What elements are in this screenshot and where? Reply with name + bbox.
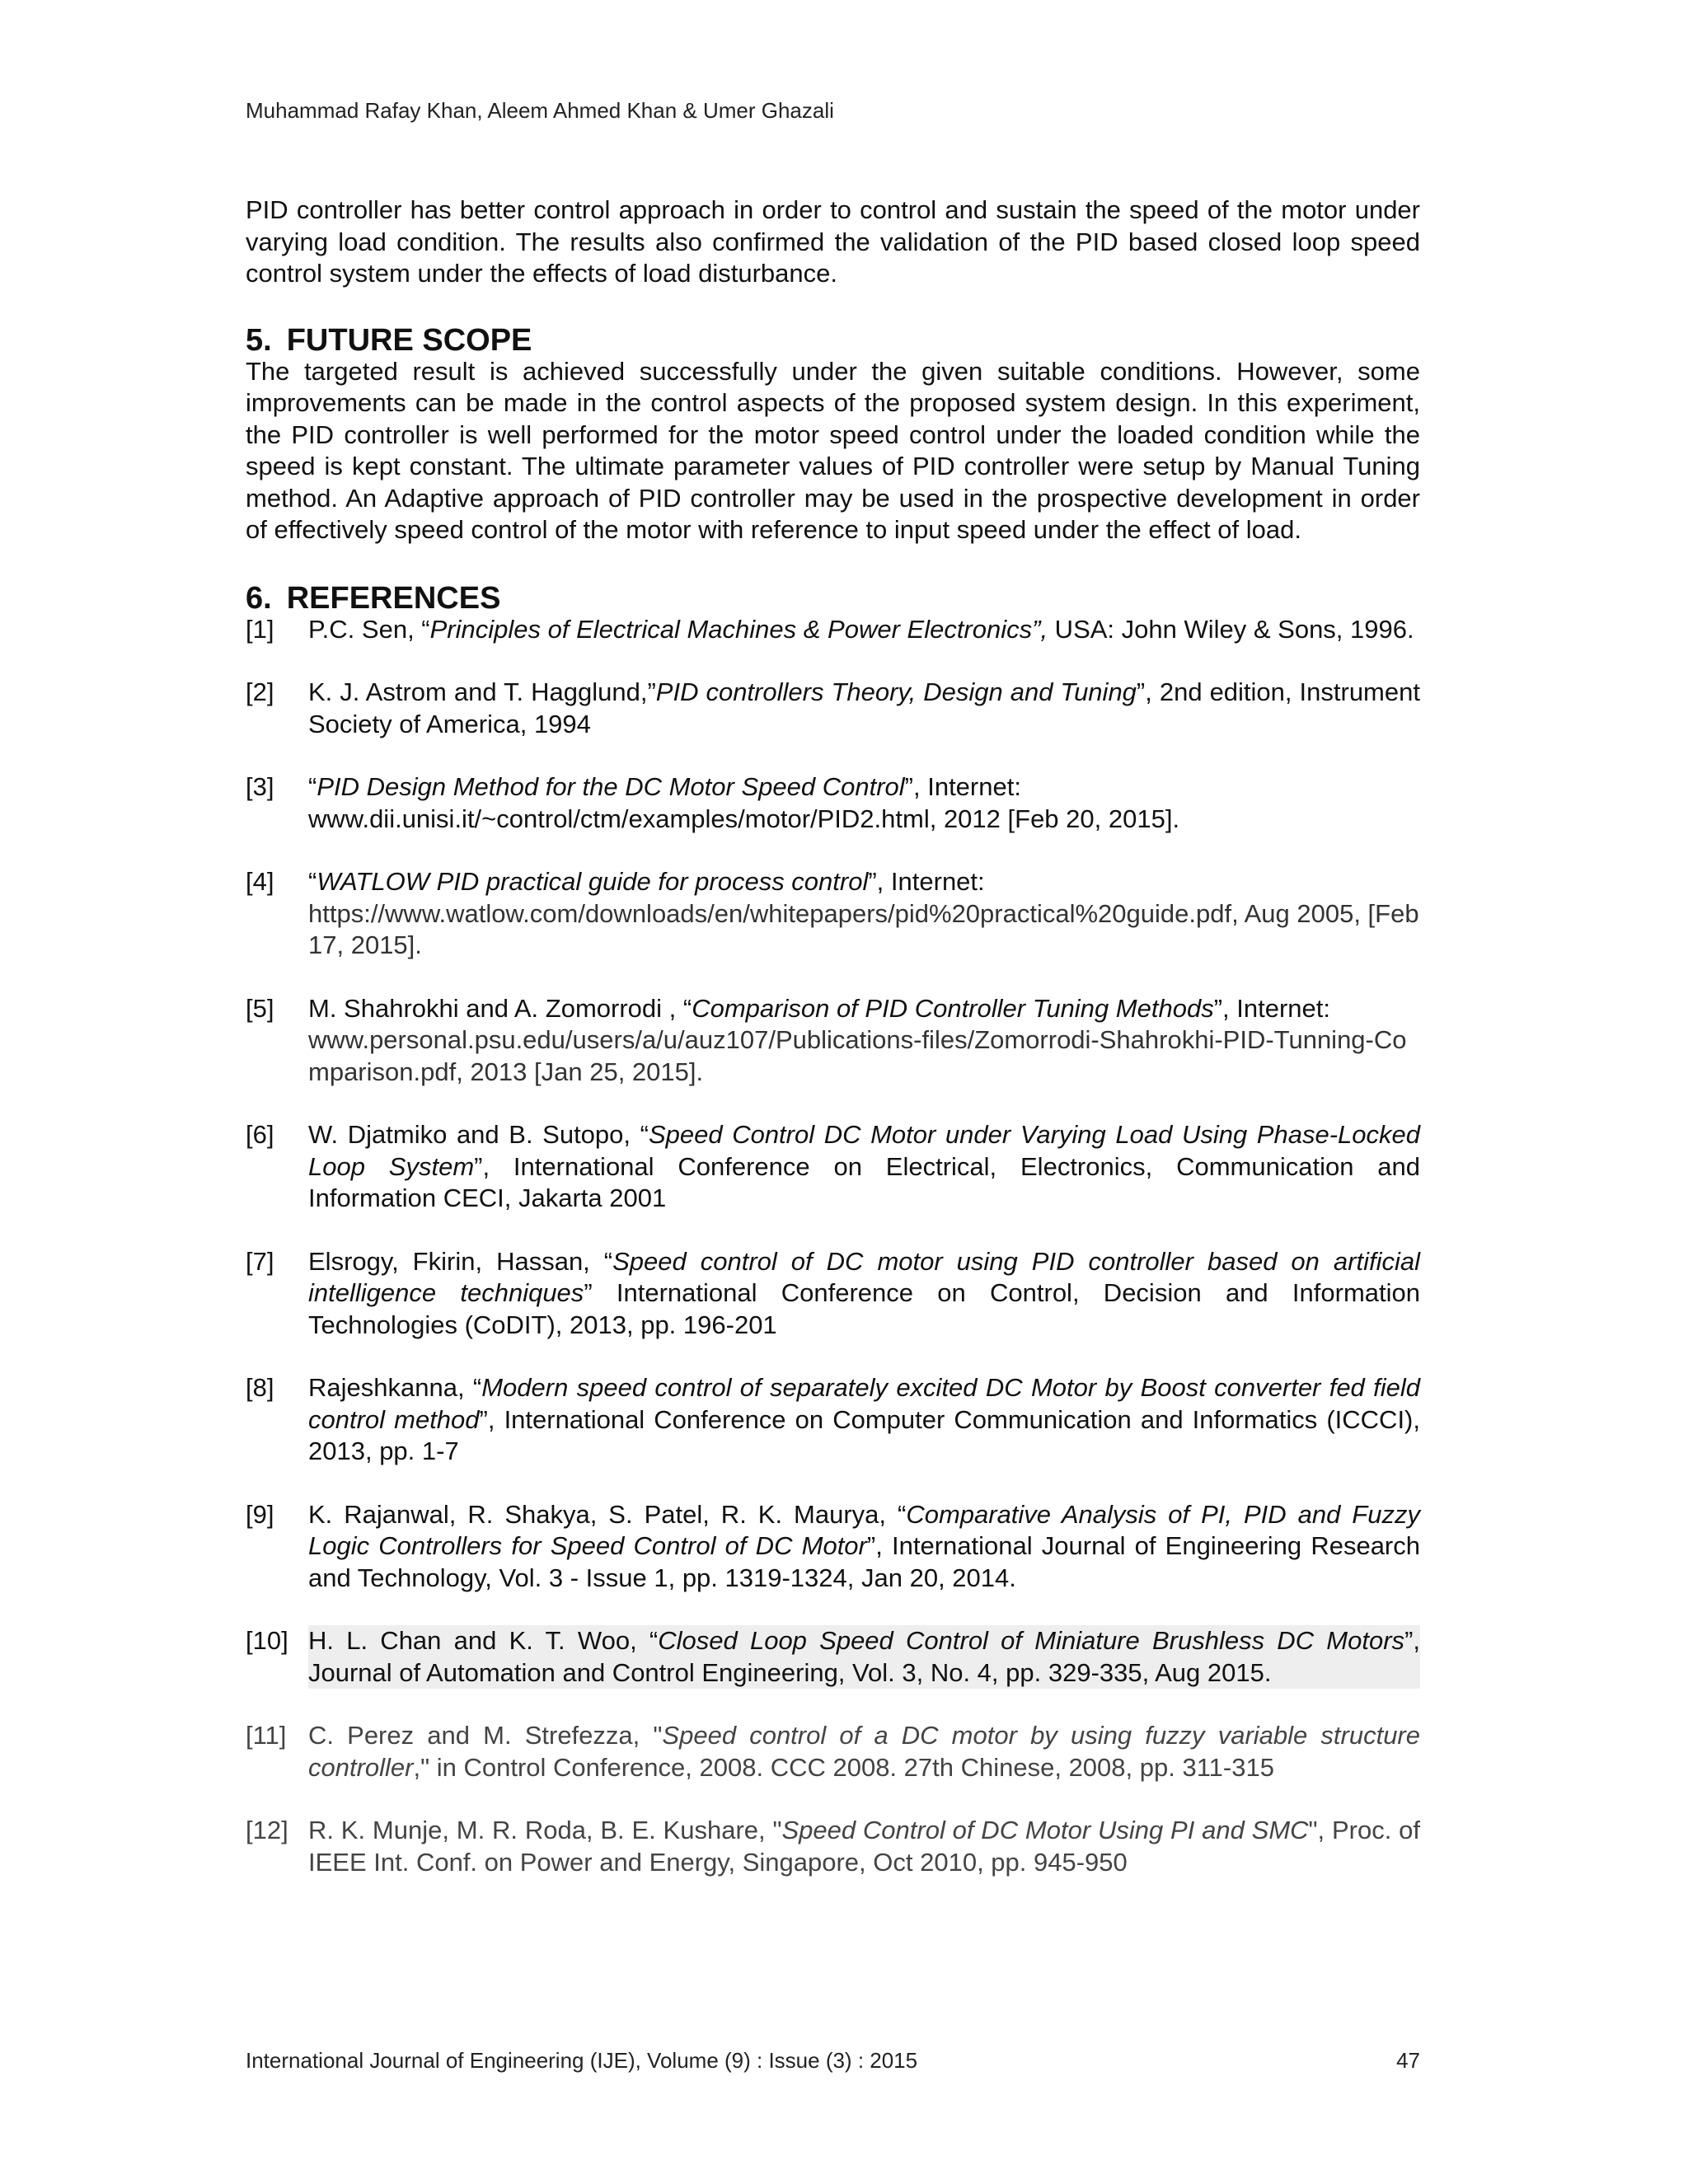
- reference-text: [308, 993, 1420, 1089]
- page-content: [246, 194, 1420, 1910]
- reference-authors: “: [308, 772, 317, 801]
- reference-item-10: [246, 1625, 1420, 1689]
- reference-item-5: [246, 993, 1420, 1089]
- page-number: 47: [1396, 2048, 1420, 2073]
- reference-authors: R. K. Munje, M. R. Roda, B. E. Kushare, ": [308, 1816, 782, 1844]
- reference-details: ”, Internet:: [1213, 993, 1330, 1023]
- reference-item-9: [246, 1499, 1420, 1595]
- reference-details: ”, Internet:: [904, 772, 1021, 801]
- reference-number: [7]: [246, 1246, 274, 1276]
- reference-text: [308, 677, 1420, 740]
- reference-number: [4]: [246, 867, 274, 896]
- running-header-authors: Muhammad Rafay Khan, Aleem Ahmed Khan & Umer Ghazali: [246, 98, 834, 123]
- reference-details: ” International Conference on Control, Decision and Information Technologies (CoDIT), 2013, pp. 196-201: [308, 1278, 1420, 1339]
- reference-item-2: [246, 677, 1420, 740]
- footer-journal: International Journal of Engineering (IJE), Volume (9) : Issue (3) : 2015: [246, 2048, 918, 2073]
- reference-item-1: [246, 614, 1420, 646]
- reference-title: Speed control of a DC motor by using fuzzy variable structure controller: [308, 1721, 1420, 1782]
- reference-text: [308, 866, 1420, 962]
- reference-text: [308, 1119, 1420, 1215]
- reference-title: Principles of Electrical Machines & Power Electronics”,: [429, 614, 1048, 644]
- reference-details: ", Proc. of IEEE Int. Conf. on Power and Energy, Singapore, Oct 2010, pp. 945-950: [308, 1816, 1420, 1877]
- reference-authors: K. J. Astrom and T. Hagglund,”: [308, 677, 656, 706]
- reference-number: [11]: [246, 1721, 287, 1750]
- reference-title: PID Design Method for the DC Motor Speed Control: [316, 772, 905, 801]
- section-title: FUTURE SCOPE: [286, 322, 532, 358]
- reference-item-3: [246, 771, 1420, 835]
- reference-text: [308, 614, 1420, 646]
- reference-details: USA: John Wiley & Sons, 1996.: [1048, 614, 1414, 644]
- reference-number: [5]: [246, 993, 274, 1023]
- reference-url[interactable]: www.dii.unisi.it/~control/ctm/examples/motor/PID2.html, 2012 [Feb 20, 2015].: [308, 804, 1180, 833]
- reference-authors: H. L. Chan and K. T. Woo, “: [308, 1626, 659, 1655]
- section-heading-future-scope: [246, 321, 1420, 359]
- reference-number: [12]: [246, 1816, 288, 1844]
- reference-url[interactable]: https://www.watlow.com/downloads/en/whitepapers/pid%20practical%20guide.pdf, Aug 2005, [Feb 17, 2015].: [308, 898, 1419, 959]
- reference-authors: Rajeshkanna, “: [308, 1373, 482, 1402]
- reference-title: Closed Loop Speed Control of Miniature Brushless DC Motors: [658, 1626, 1405, 1655]
- reference-title: WATLOW PID practical guide for process control: [316, 867, 869, 896]
- reference-authors: C. Perez and M. Strefezza, ": [308, 1721, 663, 1750]
- reference-authors: Elsrogy, Fkirin, Hassan, “: [308, 1246, 613, 1276]
- reference-number: [9]: [246, 1499, 274, 1529]
- reference-text: [308, 1499, 1420, 1595]
- reference-text: [308, 1246, 1420, 1342]
- reference-details: ”, Journal of Automation and Control Engineering, Vol. 3, No. 4, pp. 329-335, Aug 2015.: [308, 1626, 1420, 1687]
- reference-authors: “: [308, 867, 317, 896]
- reference-title: PID controllers Theory, Design and Tuning: [655, 677, 1137, 706]
- reference-text: [308, 1720, 1420, 1783]
- section-number: 5.: [246, 322, 272, 358]
- section-title: REFERENCES: [286, 580, 501, 616]
- reference-text: [308, 1815, 1420, 1878]
- reference-details: ”, 2nd edition, Instrument Society of America, 1994: [308, 677, 1420, 738]
- reference-url[interactable]: www.personal.psu.edu/users/a/u/auz107/Publications-files/Zomorrodi-Shahrokhi-PID-Tunning-Co mparison.pdf, 2013 [Jan 25, 2015].: [308, 1025, 1407, 1086]
- reference-title: Comparative Analysis of PI, PID and Fuzzy Logic Controllers for Speed Control of DC Motor: [308, 1499, 1420, 1560]
- section-number: 6.: [246, 580, 272, 616]
- reference-details: ”, International Conference on Computer Communication and Informatics (ICCCI), 2013, pp. 1-7: [308, 1404, 1420, 1465]
- reference-item-4: [246, 866, 1420, 962]
- reference-details: ”, International Journal of Engineering Research and Technology, Vol. 3 - Issue 1, pp. 1319-1324, Jan 20, 2014.: [308, 1531, 1420, 1592]
- reference-authors: K. Rajanwal, R. Shakya, S. Patel, R. K. Maurya, “: [308, 1499, 907, 1529]
- reference-title: Speed control of DC motor using PID controller based on artificial intelligence techniques: [308, 1246, 1420, 1307]
- section-heading-references: [246, 579, 1420, 617]
- reference-number: [8]: [246, 1373, 274, 1402]
- reference-number: [3]: [246, 772, 274, 801]
- future-scope-paragraph: The targeted result is achieved successfully under the given suitable conditions. However, some improvements can be made in the control aspects of the proposed system design. In this experiment, the PID controller is well performed for the motor speed control under the loaded condition while the speed is kept constant. The ultimate parameter values of PID controller were setup by Manual Tuning method. An Adaptive approach of PID controller may be used in the prospective development in order of effectively speed control of the motor with reference to input speed under the effect of load.: [246, 356, 1420, 544]
- page-footer: [246, 2047, 1420, 2074]
- reference-title: Modern speed control of separately excited DC Motor by Boost converter fed field control method: [308, 1373, 1420, 1434]
- reference-item-8: [246, 1372, 1420, 1468]
- reference-details: ," in Control Conference, 2008. CCC 2008. 27th Chinese, 2008, pp. 311-315: [413, 1752, 1274, 1782]
- intro-paragraph: PID controller has better control approach in order to control and sustain the speed of the motor under varying load condition. The results also confirmed the validation of the PID based closed loop speed control system under the effects of load disturbance.: [246, 195, 1420, 288]
- reference-number: [6]: [246, 1120, 274, 1149]
- reference-details: ”, Internet:: [868, 867, 985, 896]
- reference-title: Comparison of PID Controller Tuning Methods: [692, 993, 1214, 1023]
- reference-list: [246, 614, 1420, 1879]
- reference-authors: W. Djatmiko and B. Sutopo, “: [308, 1120, 649, 1149]
- reference-item-11: [246, 1720, 1420, 1783]
- reference-authors: M. Shahrokhi and A. Zomorrodi , “: [308, 993, 692, 1023]
- reference-title: Speed Control of DC Motor Using PI and SMC: [781, 1816, 1309, 1844]
- reference-text: [308, 1372, 1420, 1468]
- reference-text: [308, 771, 1420, 835]
- reference-item-7: [246, 1246, 1420, 1342]
- reference-details: ”, International Conference on Electrical, Electronics, Communication and Information CECI, Jakarta 2001: [308, 1151, 1420, 1212]
- reference-item-6: [246, 1119, 1420, 1215]
- reference-item-12: [246, 1815, 1420, 1878]
- reference-number: [10]: [246, 1626, 288, 1655]
- reference-number: [2]: [246, 677, 274, 706]
- reference-number: [1]: [246, 614, 274, 644]
- reference-text: [308, 1625, 1420, 1689]
- reference-title: Speed Control DC Motor under Varying Load Using Phase-Locked Loop System: [308, 1120, 1420, 1181]
- reference-authors: P.C. Sen, “: [308, 614, 430, 644]
